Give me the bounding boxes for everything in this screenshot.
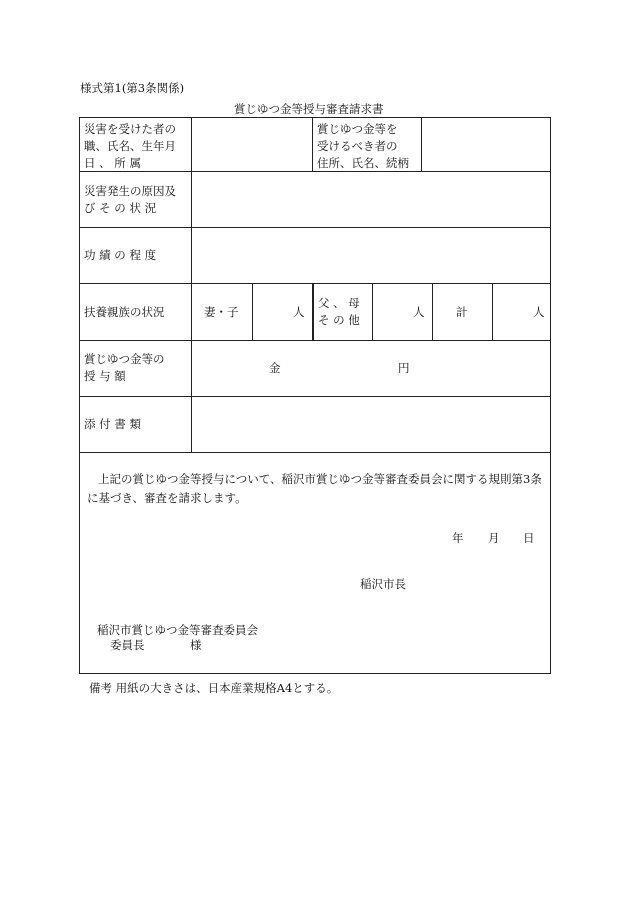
parents-other-label: 父 、 母 そ の 他 — [318, 296, 360, 327]
merit-degree-label: 功 績 の 程 度 — [84, 248, 157, 262]
addressee-org: 稲沢市賞じゆつ金等審査委員会 — [97, 623, 258, 637]
row-divider — [79, 283, 551, 284]
unit-persons: 人 — [533, 305, 545, 319]
column-divider — [421, 117, 422, 171]
row-divider — [79, 340, 551, 341]
spouse-child-label: 妻・子 — [204, 305, 239, 319]
column-divider — [492, 283, 493, 340]
column-divider — [312, 117, 313, 171]
document-title: 賞じゆつ金等授与審査請求書 — [234, 102, 384, 116]
total-label: 計 — [456, 305, 468, 319]
column-divider — [372, 283, 373, 340]
money-unit: 円 — [398, 361, 410, 375]
disaster-cause-label: 災害発生の原因及 び そ の 状 況 — [84, 184, 176, 215]
row-divider — [79, 452, 551, 453]
date-day: 日 — [523, 531, 535, 545]
date-month: 月 — [488, 531, 500, 545]
dependents-label: 扶養親族の状況 — [84, 305, 165, 319]
attached-documents-label: 添 付 書 類 — [84, 417, 141, 431]
date-year: 年 — [452, 531, 464, 545]
victim-info-label: 災害を受けた者の 職、氏名、生年月 日 、 所 属 — [84, 122, 176, 170]
requester-name: 稲沢市長 — [360, 577, 406, 591]
award-amount-label: 賞じゆつ金等の 授 与 額 — [84, 352, 165, 383]
label-column-divider — [191, 117, 192, 452]
row-divider — [79, 227, 551, 228]
declaration-text: 上記の賞じゆつ金等授与について、稲沢市賞じゆつ金等審査委員会に関する規則第3条に基づき、審査を請求します。 — [87, 472, 542, 505]
form-number: 様式第1(第3条関係) — [80, 81, 185, 95]
unit-persons: 人 — [293, 305, 305, 319]
column-divider — [313, 283, 314, 340]
row-divider — [79, 396, 551, 397]
remarks-note: 備考 用紙の大きさは、日本産業規格A4とする。 — [89, 681, 339, 695]
unit-persons: 人 — [413, 305, 425, 319]
money-prefix: 金 — [269, 361, 281, 375]
honorific: 様 — [190, 638, 202, 652]
recipient-info-label: 賞じゆつ金等を 受けるべき者の 住所、氏名、続柄 — [317, 122, 409, 170]
column-divider — [252, 283, 253, 340]
addressee-title: 委員長 — [110, 638, 145, 652]
column-divider — [432, 283, 433, 340]
